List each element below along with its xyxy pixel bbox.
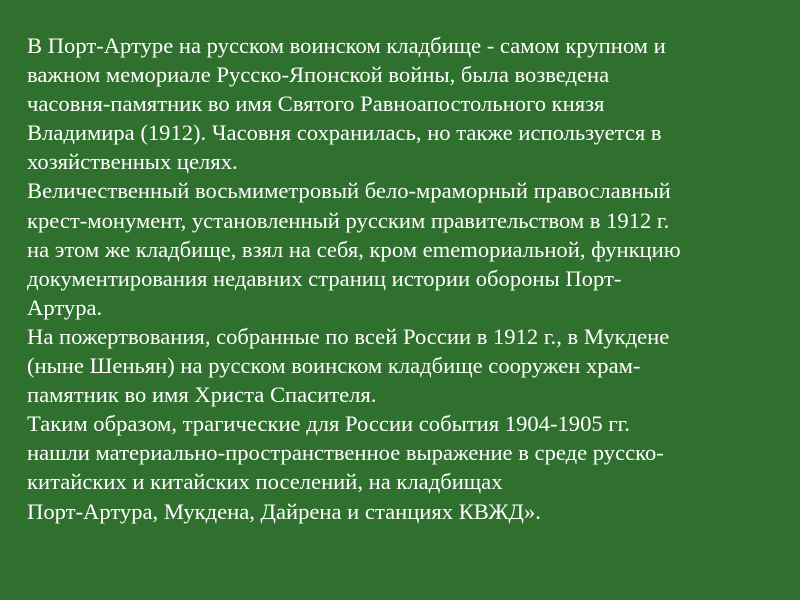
text-line: Владимира (1912). Часовня сохранилась, но также используется в: [27, 120, 662, 146]
text-line: важном мемориале Русско-Японской войны, была возведена: [27, 62, 610, 88]
text-line: крест-монумент, установленный русским правительством в 1912 г.: [27, 207, 670, 233]
text-line: Порт-Артура, Мукдена, Дайрена и станциях КВЖД».: [27, 498, 541, 524]
text-line: (ныне Шеньян) на русском воинском кладбище сооружен храм-: [27, 353, 641, 379]
text-line: часовня-памятник во имя Святого Равноапостольного князя: [27, 91, 605, 117]
text-line: нашли материально-пространственное выражение в среде русско-: [27, 440, 664, 466]
slide-text: [27, 31, 797, 526]
text-line: Артура.: [27, 294, 103, 320]
text-line: Таким образом, трагические для России события 1904-1905 гг.: [27, 411, 630, 437]
text-line: документирования недавних страниц истории обороны Порт-: [27, 265, 622, 291]
text-line: Величественный восьмиметровый бело-мраморный православный: [27, 178, 671, 204]
text-line: хозяйственных целях.: [27, 149, 238, 175]
text-line: В Порт-Артуре на русском воинском кладбище - самом крупном и: [27, 33, 666, 58]
text-line: на этом же кладбище, взял на себя, кром ememориальной, функцию: [27, 236, 681, 262]
text-line: На пожертвования, собранные по всей России в 1912 г., в Мукдене: [27, 323, 670, 349]
text-line: памятник во имя Христа Спасителя.: [27, 382, 377, 408]
text-line: китайских и китайских поселений, на кладбищах: [27, 469, 503, 495]
